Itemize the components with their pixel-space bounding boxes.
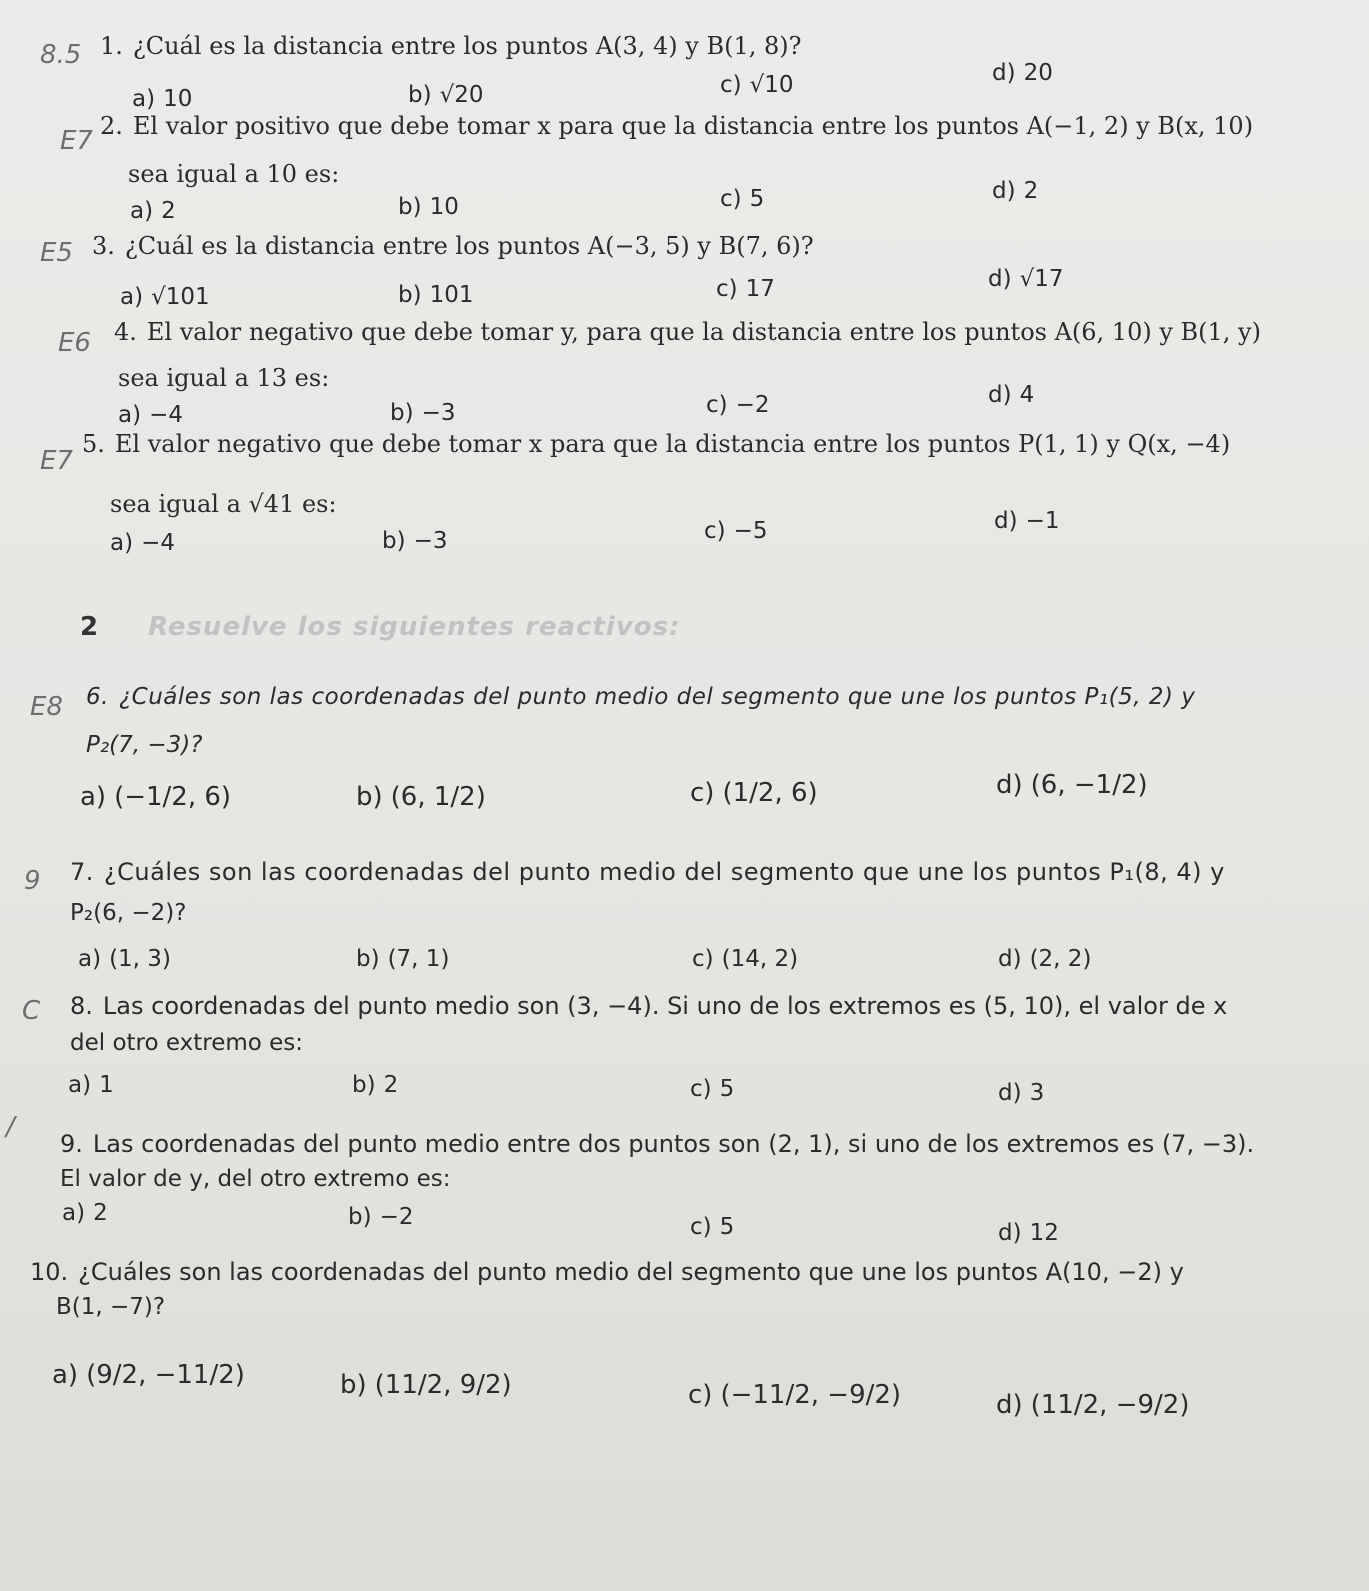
option-c[interactable]: c) 5 [690, 1076, 735, 1102]
question-text: ¿Cuál es la distancia entre los puntos A(3, 4) y B(1, 8)? [132, 32, 802, 60]
question-text: ¿Cuáles son las coordenadas del punto medio del segmento que une los puntos P₁(8, 4) y [103, 858, 1225, 886]
option-a[interactable]: a) (9/2, −11/2) [52, 1360, 245, 1390]
question-number: 3. [92, 232, 115, 260]
option-c[interactable]: c) (14, 2) [692, 946, 799, 972]
question-text-continued: sea igual a 10 es: [128, 160, 340, 188]
question-4 [114, 318, 1261, 346]
question-text: ¿Cuál es la distancia entre los puntos A(−3, 5) y B(7, 6)? [124, 232, 814, 260]
question-text: El valor negativo que debe tomar y, para que la distancia entre los puntos A(6, 10) y B(1, y) [146, 318, 1261, 346]
question-text: ¿Cuáles son las coordenadas del punto medio del segmento que une los puntos P₁(5, 2) y [118, 684, 1196, 710]
option-b[interactable]: b) √20 [408, 82, 484, 108]
question-number: 6. [86, 684, 109, 710]
option-b[interactable]: b) 2 [352, 1072, 399, 1098]
grade-mark: / [6, 1112, 15, 1142]
option-a[interactable]: a) (1, 3) [78, 946, 171, 972]
option-b[interactable]: b) −2 [348, 1204, 414, 1230]
option-c[interactable]: c) (1/2, 6) [690, 778, 818, 808]
option-a[interactable]: a) 1 [68, 1072, 114, 1098]
option-c[interactable]: c) −2 [706, 392, 770, 418]
question-number: 8. [70, 992, 93, 1020]
grade-mark: E7 [60, 126, 93, 156]
question-number: 5. [82, 430, 105, 458]
question-text-continued: del otro extremo es: [70, 1030, 304, 1056]
question-5 [82, 430, 1230, 458]
option-a[interactable]: a) 10 [132, 86, 193, 112]
option-c[interactable]: c) 17 [716, 276, 775, 302]
question-text-continued: P₂(6, −2)? [70, 900, 187, 926]
option-d[interactable]: d) 4 [988, 382, 1035, 408]
question-number: 1. [100, 32, 123, 60]
option-b[interactable]: b) −3 [382, 528, 448, 554]
option-d[interactable]: d) 12 [998, 1220, 1059, 1246]
question-text-continued: El valor de y, del otro extremo es: [60, 1166, 451, 1192]
option-d[interactable]: d) 3 [998, 1080, 1045, 1106]
option-c[interactable]: c) −5 [704, 518, 768, 544]
grade-mark: 8.5 [40, 40, 82, 70]
option-b[interactable]: b) 10 [398, 194, 459, 220]
option-c[interactable]: c) 5 [690, 1214, 735, 1240]
question-8 [70, 992, 1227, 1020]
question-text: El valor negativo que debe tomar x para que la distancia entre los puntos P(1, 1) y Q(x, −4) [114, 430, 1231, 458]
question-10 [30, 1258, 1184, 1286]
option-c[interactable]: c) √10 [720, 72, 794, 98]
question-text-continued: P₂(7, −3)? [86, 732, 203, 758]
question-number: 9. [60, 1130, 83, 1158]
question-9 [60, 1130, 1254, 1158]
question-text-continued: sea igual a √41 es: [110, 490, 337, 518]
option-b[interactable]: b) (6, 1/2) [356, 782, 486, 812]
question-number: 2. [100, 112, 123, 140]
question-number: 4. [114, 318, 137, 346]
grade-mark: C [22, 996, 41, 1026]
question-number: 10. [30, 1258, 69, 1286]
option-a[interactable]: a) 2 [62, 1200, 108, 1226]
question-number: 7. [70, 858, 94, 886]
section-number: 2 [80, 612, 99, 642]
question-2 [100, 112, 1253, 140]
option-b[interactable]: b) −3 [390, 400, 456, 426]
option-d[interactable]: d) (6, −1/2) [996, 770, 1148, 800]
option-a[interactable]: a) (−1/2, 6) [80, 782, 232, 812]
option-b[interactable]: b) (11/2, 9/2) [340, 1370, 512, 1400]
question-text-continued: sea igual a 13 es: [118, 364, 330, 392]
section-header [80, 612, 681, 642]
grade-mark: E6 [58, 328, 91, 358]
option-d[interactable]: d) 2 [992, 178, 1039, 204]
question-6 [86, 684, 1195, 710]
question-text-continued: B(1, −7)? [56, 1294, 166, 1320]
option-a[interactable]: a) √101 [120, 284, 210, 310]
option-b[interactable]: b) (7, 1) [356, 946, 450, 972]
option-a[interactable]: a) 2 [130, 198, 176, 224]
option-d[interactable]: d) −1 [994, 508, 1060, 534]
question-text: Las coordenadas del punto medio son (3, −4). Si uno de los extremos es (5, 10), el valor de x [102, 992, 1228, 1020]
option-d[interactable]: d) 20 [992, 60, 1053, 86]
option-d[interactable]: d) (11/2, −9/2) [996, 1390, 1190, 1420]
option-d[interactable]: d) (2, 2) [998, 946, 1092, 972]
question-text: ¿Cuáles son las coordenadas del punto medio del segmento que une los puntos A(10, −2) y [78, 1258, 1184, 1286]
option-c[interactable]: c) 5 [720, 186, 765, 212]
section-title: Resuelve los siguientes reactivos: [148, 612, 681, 642]
question-1 [100, 32, 801, 60]
option-c[interactable]: c) (−11/2, −9/2) [688, 1380, 902, 1410]
grade-mark: E8 [30, 692, 63, 722]
question-text: Las coordenadas del punto medio entre dos puntos son (2, 1), si uno de los extremos es (7, −3). [92, 1130, 1255, 1158]
option-a[interactable]: a) −4 [110, 530, 175, 556]
question-text: El valor positivo que debe tomar x para que la distancia entre los puntos A(−1, 2) y B(x, 10) [132, 112, 1254, 140]
grade-mark: 9 [24, 866, 41, 896]
option-b[interactable]: b) 101 [398, 282, 474, 308]
option-a[interactable]: a) −4 [118, 402, 183, 428]
grade-mark: E5 [40, 238, 73, 268]
option-d[interactable]: d) √17 [988, 266, 1064, 292]
grade-mark: E7 [40, 446, 73, 476]
question-3 [92, 232, 814, 260]
question-7 [70, 858, 1225, 886]
